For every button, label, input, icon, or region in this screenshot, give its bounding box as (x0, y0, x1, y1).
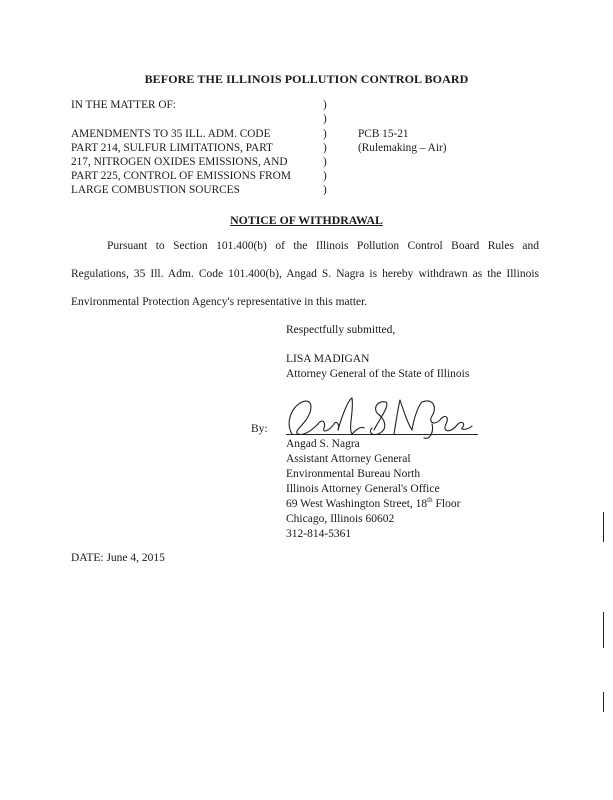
street-suffix: Floor (432, 498, 461, 510)
signer-office: Illinois Attorney General's Office (286, 483, 440, 495)
body-line-3: Environmental Protection Agency's representative in this matter. (71, 296, 368, 308)
signer-bureau: Environmental Bureau North (286, 468, 421, 480)
closing: Respectfully submitted, (286, 324, 396, 336)
signer-phone: 312-814-5361 (286, 528, 352, 540)
caption-paren: ) (323, 128, 327, 140)
date-line: DATE: June 4, 2015 (71, 552, 165, 564)
signer-city: Chicago, Illinois 60602 (286, 513, 395, 525)
body-line-1: Pursuant to Section 101.400(b) of the Illinois Pollution Control Board Rules and (107, 240, 539, 252)
caption-paren: ) (323, 170, 327, 182)
caption-line: AMENDMENTS TO 35 ILL. ADM. CODE (71, 128, 271, 140)
caption-line: PART 225, CONTROL OF EMISSIONS FROM (71, 170, 291, 182)
docket-number: PCB 15-21 (358, 128, 409, 140)
signer-title: Assistant Attorney General (286, 453, 411, 465)
caption-paren: ) (323, 184, 327, 196)
caption-line: LARGE COMBUSTION SOURCES (71, 184, 240, 196)
signature-line (286, 434, 478, 435)
scan-artifact (603, 692, 604, 712)
caption-paren: ) (323, 142, 327, 154)
body-line-2: Regulations, 35 Ill. Adm. Code 101.400(b), Angad S. Nagra is hereby withdrawn as the Illinois (71, 268, 539, 280)
notice-title: NOTICE OF WITHDRAWAL (230, 213, 383, 227)
ag-name: LISA MADIGAN (286, 353, 370, 365)
court-heading: BEFORE THE ILLINOIS POLLUTION CONTROL BOARD (144, 72, 469, 86)
by-label: By: (251, 423, 268, 435)
caption-line: IN THE MATTER OF: (71, 99, 176, 111)
scan-artifact (603, 612, 604, 648)
caption-line: 217, NITROGEN OXIDES EMISSIONS, AND (71, 156, 288, 168)
street-prefix: 69 West Washington Street, 18 (286, 498, 428, 510)
caption-paren: ) (323, 113, 327, 125)
caption-line: PART 214, SULFUR LIMITATIONS, PART (71, 142, 273, 154)
signer-street (286, 497, 460, 513)
scan-artifact (603, 512, 604, 542)
street-ordinal: th (427, 496, 433, 505)
signer-name: Angad S. Nagra (286, 438, 360, 450)
docket-type: (Rulemaking – Air) (358, 142, 447, 154)
caption-paren: ) (323, 99, 327, 111)
caption-paren: ) (323, 156, 327, 168)
ag-title: Attorney General of the State of Illinois (286, 368, 470, 380)
